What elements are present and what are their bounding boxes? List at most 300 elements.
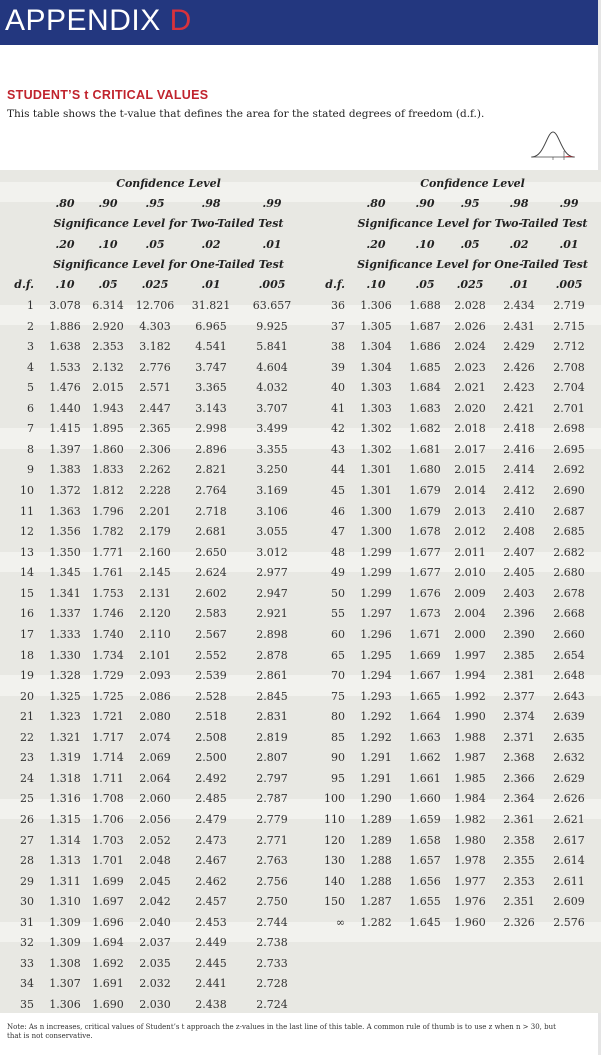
- t-critical-value: 2.692: [553, 463, 585, 477]
- t-critical-value: 1.303: [360, 381, 392, 395]
- t-critical-value: 3.499: [256, 422, 288, 436]
- t-critical-value: 1.293: [360, 689, 392, 703]
- t-critical-value: 1.301: [360, 484, 392, 498]
- confidence-value: .90: [98, 197, 118, 210]
- df-value: 4: [27, 360, 34, 374]
- two-tailed-value: .20: [366, 238, 386, 251]
- df-value: 42: [331, 422, 345, 436]
- t-critical-value: 1.282: [360, 915, 392, 929]
- t-critical-value: 1.300: [360, 504, 392, 518]
- df-value: 23: [20, 751, 34, 765]
- df-value: 31: [20, 915, 34, 929]
- t-critical-value: 2.643: [553, 689, 585, 703]
- t-critical-value: 2.947: [256, 586, 288, 600]
- t-critical-value: 2.998: [195, 422, 227, 436]
- t-critical-value: 1.696: [92, 915, 124, 929]
- t-critical-value: 2.390: [503, 627, 535, 641]
- t-critical-value: 2.626: [553, 792, 585, 806]
- t-critical-value: 2.014: [454, 484, 486, 498]
- t-critical-value: 2.069: [139, 751, 171, 765]
- t-critical-value: 1.985: [454, 771, 486, 785]
- t-critical-value: 1.363: [49, 504, 81, 518]
- df-value: 25: [20, 792, 34, 806]
- two-tailed-value: .10: [415, 238, 435, 251]
- t-critical-value: 1.982: [454, 813, 486, 826]
- t-critical-value: 2.462: [195, 874, 227, 888]
- t-critical-value: 2.779: [256, 813, 288, 826]
- t-critical-value: 1.782: [92, 525, 124, 539]
- df-value: 17: [20, 627, 34, 641]
- t-critical-value: 1.356: [49, 525, 81, 539]
- t-critical-value: 1.306: [360, 299, 392, 312]
- t-critical-value: 2.632: [553, 751, 585, 765]
- df-value: 110: [324, 813, 345, 826]
- confidence-value: .80: [55, 197, 75, 210]
- t-critical-value: 4.541: [195, 340, 227, 354]
- t-critical-value: 1.895: [92, 422, 124, 436]
- t-critical-value: 1.753: [92, 586, 124, 600]
- t-critical-value: 1.796: [92, 504, 124, 518]
- t-critical-value: 2.609: [553, 895, 585, 909]
- t-critical-value: 1.721: [92, 710, 124, 724]
- df-value: 20: [20, 689, 34, 703]
- df-value: 8: [27, 442, 34, 456]
- t-critical-value: 2.032: [139, 977, 171, 991]
- t-critical-value: 2.418: [503, 422, 535, 436]
- t-critical-value: 2.654: [553, 648, 585, 662]
- t-critical-value: 1.990: [454, 710, 486, 724]
- t-critical-value: 2.020: [454, 401, 486, 415]
- t-critical-value: 2.567: [195, 627, 227, 641]
- df-value: 24: [20, 771, 34, 785]
- t-critical-value: 2.355: [503, 854, 535, 868]
- t-critical-value: 2.571: [139, 381, 171, 395]
- t-critical-value: 3.143: [195, 401, 227, 415]
- t-critical-value: 1.734: [92, 648, 124, 662]
- confidence-value: .95: [460, 197, 480, 210]
- t-critical-value: 2.407: [503, 545, 535, 559]
- t-critical-value: 1.992: [454, 689, 486, 703]
- t-critical-value: 2.617: [553, 833, 585, 847]
- t-critical-value: 2.368: [503, 751, 535, 765]
- confidence-level-label: Confidence Level: [420, 177, 525, 190]
- df-value: 140: [324, 874, 345, 888]
- t-critical-value: 2.485: [195, 792, 227, 806]
- t-critical-value: 1.291: [360, 751, 392, 765]
- t-critical-value: 1.299: [360, 545, 392, 559]
- t-critical-value: 1.295: [360, 648, 392, 662]
- t-critical-value: 1.682: [409, 422, 441, 436]
- df-value: 44: [331, 463, 345, 477]
- t-critical-value: 2.012: [454, 525, 486, 539]
- t-critical-value: 2.776: [139, 360, 171, 374]
- t-critical-value: 2.361: [503, 813, 535, 826]
- df-value: 43: [331, 442, 345, 456]
- appendix-title: [5, 4, 192, 38]
- t-critical-value: 2.374: [503, 710, 535, 724]
- df-value: 27: [20, 833, 34, 847]
- df-value: 65: [331, 648, 345, 662]
- one-tailed-value: .01: [201, 278, 221, 291]
- t-critical-value: 2.416: [503, 442, 535, 456]
- t-critical-value: 1.976: [454, 895, 486, 909]
- t-critical-value: 2.160: [139, 545, 171, 559]
- t-critical-value: 3.747: [195, 360, 227, 374]
- df-value: 36: [331, 299, 345, 312]
- t-critical-value: 2.132: [92, 360, 124, 374]
- df-value: 13: [20, 545, 34, 559]
- t-critical-value: 2.685: [553, 525, 585, 539]
- t-critical-value: 1.680: [409, 463, 441, 477]
- t-critical-value: 1.318: [49, 771, 81, 785]
- t-critical-value: 1.415: [49, 422, 81, 436]
- df-value: 46: [331, 504, 345, 518]
- t-critical-value: 2.377: [503, 689, 535, 703]
- t-critical-value: 1.310: [49, 895, 81, 909]
- t-critical-value: 6.314: [92, 299, 124, 312]
- t-critical-value: 1.980: [454, 833, 486, 847]
- t-critical-value: 2.698: [553, 422, 585, 436]
- t-critical-value: 1.292: [360, 730, 392, 744]
- t-critical-value: 2.621: [553, 813, 585, 826]
- t-critical-value: 4.303: [139, 319, 171, 333]
- confidence-level-label: Confidence Level: [116, 177, 221, 190]
- t-critical-value: 2.426: [503, 360, 535, 374]
- df-value: 90: [331, 751, 345, 765]
- t-critical-value: 1.308: [49, 956, 81, 970]
- t-critical-value: 1.997: [454, 648, 486, 662]
- t-critical-value: 1.679: [409, 484, 441, 498]
- df-value: 7: [27, 422, 34, 436]
- t-critical-value: 2.201: [139, 504, 171, 518]
- t-critical-value: 1.341: [49, 586, 81, 600]
- t-critical-value: 2.024: [454, 340, 486, 354]
- t-critical-value: 2.060: [139, 792, 171, 806]
- t-critical-value: 2.010: [454, 566, 486, 580]
- t-critical-value: 63.657: [252, 299, 292, 312]
- t-critical-value: 1.685: [409, 360, 441, 374]
- t-critical-value: 2.763: [256, 854, 288, 868]
- df-value: 35: [20, 998, 34, 1012]
- t-critical-value: 1.663: [409, 730, 441, 744]
- one-tailed-value: .05: [415, 278, 435, 291]
- t-critical-value: 2.920: [92, 319, 124, 333]
- one-tailed-value: .025: [456, 278, 484, 291]
- df-value: 38: [331, 340, 345, 354]
- t-critical-value: 1.746: [92, 607, 124, 621]
- appendix-title-letter: D: [169, 4, 192, 37]
- t-critical-value: 2.403: [503, 586, 535, 600]
- t-critical-value: 2.668: [553, 607, 585, 621]
- t-critical-value: 1.309: [49, 936, 81, 950]
- one-tailed-value: .10: [366, 278, 386, 291]
- t-critical-value: 2.048: [139, 854, 171, 868]
- df-value: 33: [20, 956, 34, 970]
- t-critical-value: 31.821: [191, 299, 231, 312]
- t-critical-value: 2.708: [553, 360, 585, 374]
- t-critical-value: 2.715: [553, 319, 585, 333]
- t-critical-value: 1.304: [360, 360, 392, 374]
- t-critical-value: 1.288: [360, 854, 392, 868]
- t-critical-value: 1.729: [92, 669, 124, 683]
- t-critical-value: 1.307: [49, 977, 81, 991]
- df-value: 18: [20, 648, 34, 662]
- t-critical-value: 2.724: [256, 998, 288, 1012]
- confidence-value: .98: [201, 197, 221, 210]
- t-critical-value: 2.733: [256, 956, 288, 970]
- t-critical-value: 1.299: [360, 566, 392, 580]
- t-critical-value: 1.717: [92, 730, 124, 744]
- t-critical-value: 2.381: [503, 669, 535, 683]
- t-critical-value: 1.655: [409, 895, 441, 909]
- t-critical-value: 1.440: [49, 401, 81, 415]
- t-critical-value: 1.333: [49, 627, 81, 641]
- t-critical-value: 1.290: [360, 792, 392, 806]
- t-critical-value: 1.679: [409, 504, 441, 518]
- t-critical-value: 1.294: [360, 669, 392, 683]
- t-critical-value: 2.528: [195, 689, 227, 703]
- df-value: 75: [331, 689, 345, 703]
- t-critical-value: 2.639: [553, 710, 585, 724]
- t-critical-value: 2.453: [195, 915, 227, 929]
- t-critical-value: 3.078: [49, 299, 81, 312]
- t-critical-value: 2.431: [503, 319, 535, 333]
- t-critical-value: 2.681: [195, 525, 227, 539]
- t-critical-value: 2.080: [139, 710, 171, 724]
- t-critical-value: 2.728: [256, 977, 288, 991]
- t-critical-value: 1.697: [92, 895, 124, 909]
- t-critical-value: 1.677: [409, 566, 441, 580]
- df-value: 150: [324, 895, 345, 909]
- t-critical-value: 1.313: [49, 854, 81, 868]
- one-tailed-value: .01: [509, 278, 529, 291]
- t-critical-value: 2.018: [454, 422, 486, 436]
- t-critical-value: 3.055: [256, 525, 288, 539]
- t-critical-value: 1.309: [49, 915, 81, 929]
- df-value: 95: [331, 771, 345, 785]
- df-value: 70: [331, 669, 345, 683]
- t-critical-value: 1.701: [92, 854, 124, 868]
- confidence-value: .95: [145, 197, 165, 210]
- t-critical-value: 1.725: [92, 689, 124, 703]
- t-critical-value: 2.787: [256, 792, 288, 806]
- t-critical-value: 3.250: [256, 463, 288, 477]
- t-critical-value: 2.410: [503, 504, 535, 518]
- t-critical-value: 2.635: [553, 730, 585, 744]
- df-value: 28: [20, 854, 34, 868]
- df-value: 16: [20, 607, 34, 621]
- t-critical-value: 1.328: [49, 669, 81, 683]
- t-critical-value: 1.533: [49, 360, 81, 374]
- t-critical-value: 2.977: [256, 566, 288, 580]
- t-critical-value: 1.678: [409, 525, 441, 539]
- t-critical-value: 2.052: [139, 833, 171, 847]
- t-critical-value: 1.305: [360, 319, 392, 333]
- df-column-header: d.f.: [325, 278, 345, 291]
- t-critical-value: 1.662: [409, 751, 441, 765]
- t-critical-value: 1.300: [360, 525, 392, 539]
- t-critical-value: 2.262: [139, 463, 171, 477]
- t-critical-value: 1.323: [49, 710, 81, 724]
- t-critical-value: 1.677: [409, 545, 441, 559]
- t-critical-value: 3.355: [256, 442, 288, 456]
- one-tailed-value: .005: [258, 278, 286, 291]
- t-critical-value: 2.228: [139, 484, 171, 498]
- t-critical-value: 2.015: [454, 463, 486, 477]
- t-critical-value: 2.366: [503, 771, 535, 785]
- t-critical-value: 1.687: [409, 319, 441, 333]
- appendix-header-bar: [0, 0, 601, 45]
- df-value: 80: [331, 710, 345, 724]
- df-value: 32: [20, 936, 34, 950]
- t-critical-value: 2.040: [139, 915, 171, 929]
- t-critical-value: 1.740: [92, 627, 124, 641]
- t-critical-value: 1.325: [49, 689, 81, 703]
- t-critical-value: 2.021: [454, 381, 486, 395]
- t-critical-value: 2.764: [195, 484, 227, 498]
- t-critical-value: 2.306: [139, 442, 171, 456]
- one-tailed-value: .025: [141, 278, 169, 291]
- t-critical-value: 3.365: [195, 381, 227, 395]
- t-critical-value: 2.660: [553, 627, 585, 641]
- t-critical-value: 2.441: [195, 977, 227, 991]
- t-critical-value: 1.706: [92, 813, 124, 826]
- t-critical-value: 1.665: [409, 689, 441, 703]
- df-value: 3: [27, 340, 34, 354]
- df-value: 11: [20, 504, 34, 518]
- confidence-value: .99: [559, 197, 579, 210]
- t-critical-value: 1.761: [92, 566, 124, 580]
- t-critical-value: 1.303: [360, 401, 392, 415]
- df-value: 2: [27, 319, 34, 333]
- one-tailed-value: .005: [555, 278, 583, 291]
- t-critical-value: 2.086: [139, 689, 171, 703]
- t-critical-value: 1.994: [454, 669, 486, 683]
- t-critical-value: 1.296: [360, 627, 392, 641]
- t-critical-value: 5.841: [256, 340, 288, 354]
- t-critical-values-table: [0, 170, 601, 1013]
- t-critical-value: 1.812: [92, 484, 124, 498]
- two-tailed-label: Significance Level for Two-Tailed Test: [53, 217, 284, 230]
- t-critical-value: 2.756: [256, 874, 288, 888]
- df-value: 34: [20, 977, 34, 991]
- df-value: 26: [20, 813, 34, 826]
- t-critical-value: 9.925: [256, 319, 288, 333]
- t-critical-value: 1.314: [49, 833, 81, 847]
- t-critical-value: 2.013: [454, 504, 486, 518]
- t-critical-value: 2.771: [256, 833, 288, 847]
- t-critical-value: 2.438: [195, 998, 227, 1012]
- t-critical-value: 2.611: [553, 874, 585, 888]
- df-value: 49: [331, 566, 345, 580]
- t-critical-value: 2.385: [503, 648, 535, 662]
- t-critical-value: 1.690: [92, 998, 124, 1012]
- t-critical-value: 2.650: [195, 545, 227, 559]
- df-value: 29: [20, 874, 34, 888]
- t-critical-value: 1.289: [360, 813, 392, 826]
- t-critical-value: 1.316: [49, 792, 81, 806]
- t-critical-value: 2.896: [195, 442, 227, 456]
- t-critical-value: 1.397: [49, 442, 81, 456]
- t-critical-value: 2.011: [454, 545, 486, 559]
- t-critical-value: 1.315: [49, 813, 81, 826]
- t-critical-value: 2.682: [553, 545, 585, 559]
- df-value: 37: [331, 319, 345, 333]
- t-critical-value: 2.718: [195, 504, 227, 518]
- t-critical-value: 2.371: [503, 730, 535, 744]
- t-critical-value: 1.684: [409, 381, 441, 395]
- t-critical-value: 2.365: [139, 422, 171, 436]
- t-critical-value: 2.845: [256, 689, 288, 703]
- t-critical-value: 1.860: [92, 442, 124, 456]
- two-tailed-value: .10: [98, 238, 118, 251]
- t-critical-value: 1.302: [360, 442, 392, 456]
- t-critical-value: 1.667: [409, 669, 441, 683]
- t-critical-value: 2.056: [139, 813, 171, 826]
- t-critical-value: 2.921: [256, 607, 288, 621]
- t-critical-value: 1.337: [49, 607, 81, 621]
- t-critical-value: 1.683: [409, 401, 441, 415]
- t-critical-value: 3.169: [256, 484, 288, 498]
- t-critical-value: 1.330: [49, 648, 81, 662]
- t-critical-value: 2.602: [195, 586, 227, 600]
- t-critical-value: 1.658: [409, 833, 441, 847]
- t-critical-value: 2.500: [195, 751, 227, 765]
- t-critical-value: 6.965: [195, 319, 227, 333]
- t-critical-value: 2.701: [553, 401, 585, 415]
- t-critical-value: 4.604: [256, 360, 288, 374]
- df-value: 40: [331, 381, 345, 395]
- t-critical-value: 1.345: [49, 566, 81, 580]
- t-critical-value: 1.714: [92, 751, 124, 765]
- t-critical-value: 1.691: [92, 977, 124, 991]
- t-critical-value: 1.694: [92, 936, 124, 950]
- df-value: 10: [20, 484, 34, 498]
- t-critical-value: 2.131: [139, 586, 171, 600]
- t-critical-value: 2.045: [139, 874, 171, 888]
- t-critical-value: 2.695: [553, 442, 585, 456]
- t-critical-value: 1.688: [409, 299, 441, 312]
- t-critical-value: 3.012: [256, 545, 288, 559]
- t-critical-value: 2.015: [92, 381, 124, 395]
- t-critical-value: 2.035: [139, 956, 171, 970]
- t-critical-value: 1.703: [92, 833, 124, 847]
- t-critical-value: 1.292: [360, 710, 392, 724]
- one-tailed-value: .05: [98, 278, 118, 291]
- t-critical-value: 2.434: [503, 299, 535, 312]
- two-tailed-value: .02: [509, 238, 529, 251]
- t-critical-value: 2.629: [553, 771, 585, 785]
- df-value: 12: [20, 525, 34, 539]
- t-critical-value: 2.719: [553, 299, 585, 312]
- t-critical-value: 1.350: [49, 545, 81, 559]
- t-critical-value: 2.457: [195, 895, 227, 909]
- t-critical-value: 1.833: [92, 463, 124, 477]
- t-critical-value: 1.638: [49, 340, 81, 354]
- t-critical-value: 2.447: [139, 401, 171, 415]
- t-critical-value: 2.690: [553, 484, 585, 498]
- df-column-header: d.f.: [14, 278, 34, 291]
- t-critical-value: 2.678: [553, 586, 585, 600]
- t-critical-value: 2.405: [503, 566, 535, 580]
- t-critical-value: 2.326: [503, 915, 535, 929]
- t-critical-value: 2.539: [195, 669, 227, 683]
- t-critical-value: 2.120: [139, 607, 171, 621]
- t-critical-value: 2.738: [256, 936, 288, 950]
- t-critical-value: 1.673: [409, 607, 441, 621]
- t-critical-value: 1.987: [454, 751, 486, 765]
- t-critical-value: 12.706: [135, 299, 175, 312]
